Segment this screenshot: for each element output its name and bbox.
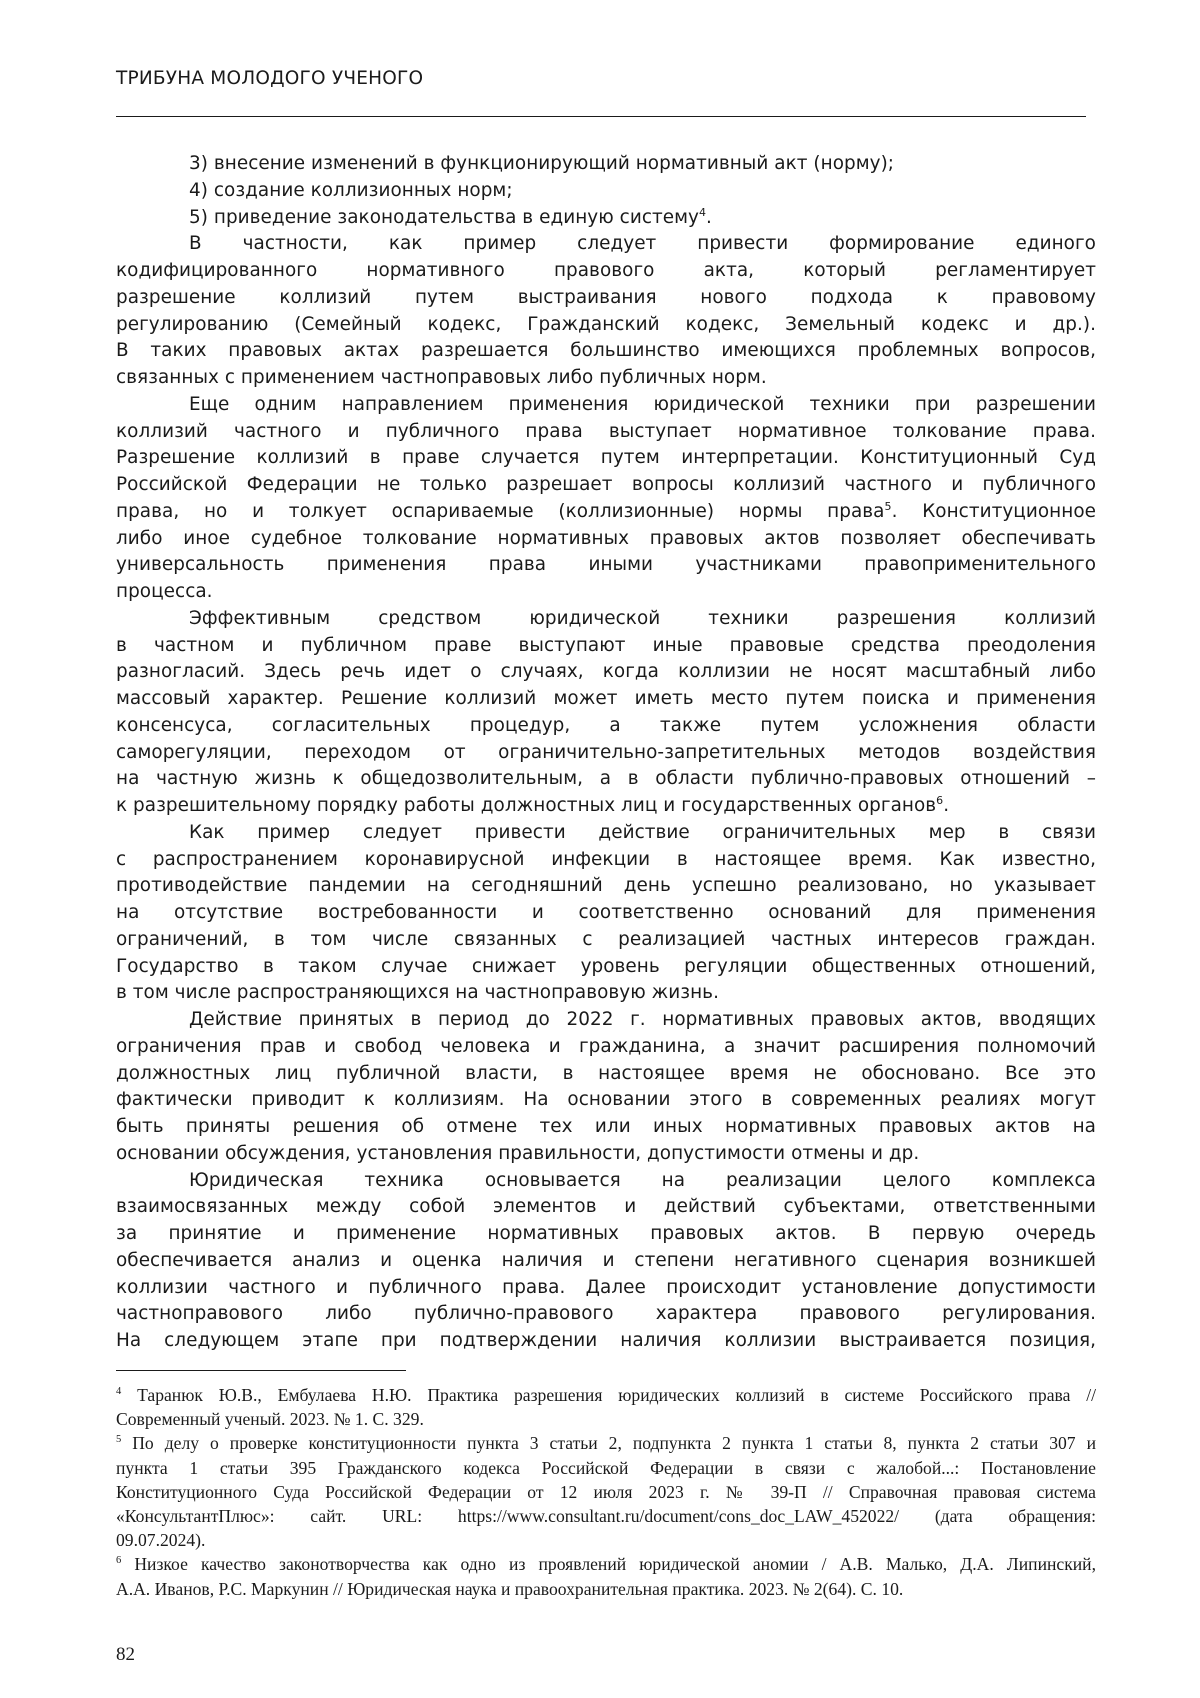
body-line bbox=[116, 900, 1096, 927]
line-text: кодифицированного нормативного правового акта, который регламентирует bbox=[116, 260, 1096, 281]
line-text: права, но и толкует оспариваемые (коллизионные) нормы права bbox=[116, 501, 885, 522]
line-text: На следующем этапе при подтверждении наличия коллизии выстраивается позиция, bbox=[116, 1330, 1096, 1351]
line-text: связанных с применением частноправовых либо публичных норм. bbox=[116, 367, 767, 388]
line-text: Российской Федерации не только разрешает вопросы коллизий частного и публичного bbox=[116, 474, 1096, 495]
line-text: обеспечивается анализ и оценка наличия и степени негативного сценария возникшей bbox=[116, 1250, 1096, 1271]
body-line bbox=[116, 1168, 1096, 1195]
body-line bbox=[116, 980, 1096, 1007]
footnote-reference: 6 bbox=[936, 794, 943, 807]
line-text: универсальность применения права иными участниками правоприменительного bbox=[116, 554, 1096, 575]
line-text: Юридическая техника основывается на реализации целого комплекса bbox=[189, 1170, 1096, 1191]
line-text: пункта 1 статьи 395 Гражданского кодекса Российской Федерации в связи с жалобой...: Постановление bbox=[116, 1458, 1096, 1478]
header-rule bbox=[116, 116, 1086, 117]
body-line bbox=[116, 258, 1096, 285]
line-text: Разрешение коллизий в праве случается путем интерпретации. Конституционный Суд bbox=[116, 447, 1096, 468]
line-text: Как пример следует привести действие ограничительных мер в связи bbox=[189, 822, 1096, 843]
footnote-text: Таранюк Ю.В., Ембулаева Н.Ю. Практика разрешения юридических коллизий в системе Российского права // bbox=[121, 1385, 1096, 1405]
body-line bbox=[116, 847, 1096, 874]
line-text: коллизий частного и публичного права выступает нормативное толкование права. bbox=[116, 421, 1096, 442]
body-line bbox=[116, 1007, 1096, 1034]
body-line bbox=[116, 338, 1096, 365]
body-line bbox=[116, 205, 1096, 232]
body-line bbox=[116, 820, 1096, 847]
body-line bbox=[116, 713, 1096, 740]
line-text: ограничений, в том числе связанных с реализацией частных интересов граждан. bbox=[116, 929, 1096, 950]
footnote-marker: 6 bbox=[116, 1555, 121, 1566]
footnote-line bbox=[116, 1504, 1096, 1528]
body-line bbox=[116, 579, 1096, 606]
line-text: А.А. Иванов, Р.С. Маркунин // Юридическая наука и правоохранительная практика. 2023. № 2(64). С. 10. bbox=[116, 1579, 903, 1599]
body-line bbox=[116, 392, 1096, 419]
footnote-line bbox=[116, 1456, 1096, 1480]
line-text: консенсуса, согласительных процедур, а также путем усложнения области bbox=[116, 715, 1096, 736]
body-line bbox=[116, 659, 1096, 686]
body-line bbox=[116, 793, 1096, 820]
line-text: 09.07.2024). bbox=[116, 1530, 205, 1550]
body-line bbox=[116, 606, 1096, 633]
line-text: В таких правовых актах разрешается большинство имеющихся проблемных вопросов, bbox=[116, 340, 1096, 361]
footnote-separator bbox=[116, 1370, 406, 1371]
footnotes bbox=[116, 1383, 1096, 1601]
body-line bbox=[116, 1248, 1096, 1275]
body-line bbox=[116, 1301, 1096, 1328]
body-line bbox=[116, 499, 1096, 526]
line-text-tail: . bbox=[706, 207, 712, 228]
footnote-line bbox=[116, 1407, 1096, 1431]
document-page bbox=[0, 0, 1200, 1698]
body-line bbox=[116, 1114, 1096, 1141]
line-text: основании обсуждения, установления правильности, допустимости отмены и др. bbox=[116, 1143, 919, 1164]
line-text: Государство в таком случае снижает уровень регуляции общественных отношений, bbox=[116, 956, 1096, 977]
line-text: Эффективным средством юридической техники разрешения коллизий bbox=[189, 608, 1096, 629]
body-line bbox=[116, 1221, 1096, 1248]
footnote-line bbox=[116, 1552, 1096, 1576]
footnote-line bbox=[116, 1431, 1096, 1455]
article-body bbox=[116, 151, 1096, 1355]
line-text-tail: . bbox=[943, 795, 949, 816]
body-line bbox=[116, 472, 1096, 499]
body-line bbox=[116, 740, 1096, 767]
line-text-tail: . Конституционное bbox=[892, 501, 1096, 522]
body-line bbox=[116, 1328, 1096, 1355]
body-line bbox=[116, 1061, 1096, 1088]
line-text: «КонсультантПлюс»: сайт. URL: https://www.consultant.ru/document/cons_doc_LAW_452022/ (дата обращения: bbox=[116, 1506, 1096, 1526]
line-text: Действие принятых в период до 2022 г. нормативных правовых актов, вводящих bbox=[189, 1009, 1096, 1030]
line-text: массовый характер. Решение коллизий может иметь место путем поиска и применения bbox=[116, 688, 1096, 709]
line-text: быть приняты решения об отмене тех или иных нормативных правовых актов на bbox=[116, 1116, 1096, 1137]
body-line bbox=[116, 686, 1096, 713]
line-text: либо иное судебное толкование нормативных правовых актов позволяет обеспечивать bbox=[116, 528, 1096, 549]
footnote-reference: 5 bbox=[885, 500, 892, 513]
line-text: саморегуляции, переходом от ограничительно-запретительных методов воздействия bbox=[116, 742, 1096, 763]
body-line bbox=[116, 1087, 1096, 1114]
line-text: с распространением коронавирусной инфекции в настоящее время. Как известно, bbox=[116, 849, 1096, 870]
footnote-text: По делу о проверке конституционности пункта 3 статьи 2, подпункта 2 пункта 1 статьи 8, пункта 2 статьи 307 и bbox=[121, 1433, 1096, 1453]
line-text: Конституционного Суда Российской Федерации от 12 июля 2023 г. № 39-П // Справочная правовая система bbox=[116, 1482, 1096, 1502]
page-number: 82 bbox=[116, 1644, 135, 1666]
line-text: за принятие и применение нормативных правовых актов. В первую очередь bbox=[116, 1223, 1096, 1244]
body-line bbox=[116, 927, 1096, 954]
footnote-marker: 5 bbox=[116, 1435, 121, 1446]
line-text: регулированию (Семейный кодекс, Гражданский кодекс, Земельный кодекс и др.). bbox=[116, 314, 1096, 335]
line-text: на отсутствие востребованности и соответственно оснований для применения bbox=[116, 902, 1096, 923]
body-line bbox=[116, 285, 1096, 312]
line-text: разрешение коллизий путем выстраивания нового подхода к правовому bbox=[116, 287, 1096, 308]
line-text: на частную жизнь к общедозволительным, а в области публично-правовых отношений – bbox=[116, 768, 1096, 789]
line-text: процесса. bbox=[116, 581, 213, 602]
footnote-line bbox=[116, 1528, 1096, 1552]
line-text: в том числе распространяющихся на частноправовую жизнь. bbox=[116, 982, 719, 1003]
line-text: 3) внесение изменений в функционирующий нормативный акт (норму); bbox=[189, 153, 894, 174]
body-line bbox=[116, 231, 1096, 258]
body-line bbox=[116, 445, 1096, 472]
footnote-reference: 4 bbox=[699, 205, 706, 218]
footnote-marker: 4 bbox=[116, 1386, 121, 1397]
body-line bbox=[116, 178, 1096, 205]
footnote-line bbox=[116, 1383, 1096, 1407]
line-text: противодействие пандемии на сегодняшний день успешно реализовано, но указывает bbox=[116, 875, 1096, 896]
line-text: коллизии частного и публичного права. Далее происходит установление допустимости bbox=[116, 1277, 1096, 1298]
body-line bbox=[116, 365, 1096, 392]
line-text: фактически приводит к коллизиям. На основании этого в современных реалиях могут bbox=[116, 1089, 1096, 1110]
line-text: 5) приведение законодательства в единую систему bbox=[189, 207, 699, 228]
body-line bbox=[116, 954, 1096, 981]
footnote-line bbox=[116, 1577, 1096, 1601]
line-text: В частности, как пример следует привести формирование единого bbox=[189, 233, 1096, 254]
body-line bbox=[116, 1141, 1096, 1168]
body-line bbox=[116, 633, 1096, 660]
body-line bbox=[116, 1275, 1096, 1302]
line-text: в частном и публичном праве выступают иные правовые средства преодоления bbox=[116, 635, 1096, 656]
footnote-text: Низкое качество законотворчества как одно из проявлений юридической аномии / А.В. Малько, Д.А. Липинский, bbox=[121, 1554, 1096, 1574]
line-text: ограничения прав и свобод человека и гражданина, а значит расширения полномочий bbox=[116, 1036, 1096, 1057]
footnote-line bbox=[116, 1480, 1096, 1504]
body-line bbox=[116, 766, 1096, 793]
line-text: Современный ученый. 2023. № 1. С. 329. bbox=[116, 1409, 424, 1429]
body-line bbox=[116, 873, 1096, 900]
body-line bbox=[116, 552, 1096, 579]
line-text: должностных лиц публичной власти, в настоящее время не обосновано. Все это bbox=[116, 1063, 1096, 1084]
line-text: взаимосвязанных между собой элементов и действий субъектами, ответственными bbox=[116, 1196, 1096, 1217]
line-text: 4) создание коллизионных норм; bbox=[189, 180, 513, 201]
body-line bbox=[116, 526, 1096, 553]
line-text: частноправового либо публично-правового характера правового регулирования. bbox=[116, 1303, 1096, 1324]
line-text: разногласий. Здесь речь идет о случаях, когда коллизии не носят масштабный либо bbox=[116, 661, 1096, 682]
body-line bbox=[116, 1194, 1096, 1221]
body-line bbox=[116, 312, 1096, 339]
running-header: ТРИБУНА МОЛОДОГО УЧЕНОГО bbox=[116, 68, 1086, 89]
body-line bbox=[116, 419, 1096, 446]
body-line bbox=[116, 1034, 1096, 1061]
line-text: Еще одним направлением применения юридической техники при разрешении bbox=[189, 394, 1096, 415]
line-text: к разрешительному порядку работы должностных лиц и государственных органов bbox=[116, 795, 936, 816]
body-line bbox=[116, 151, 1096, 178]
